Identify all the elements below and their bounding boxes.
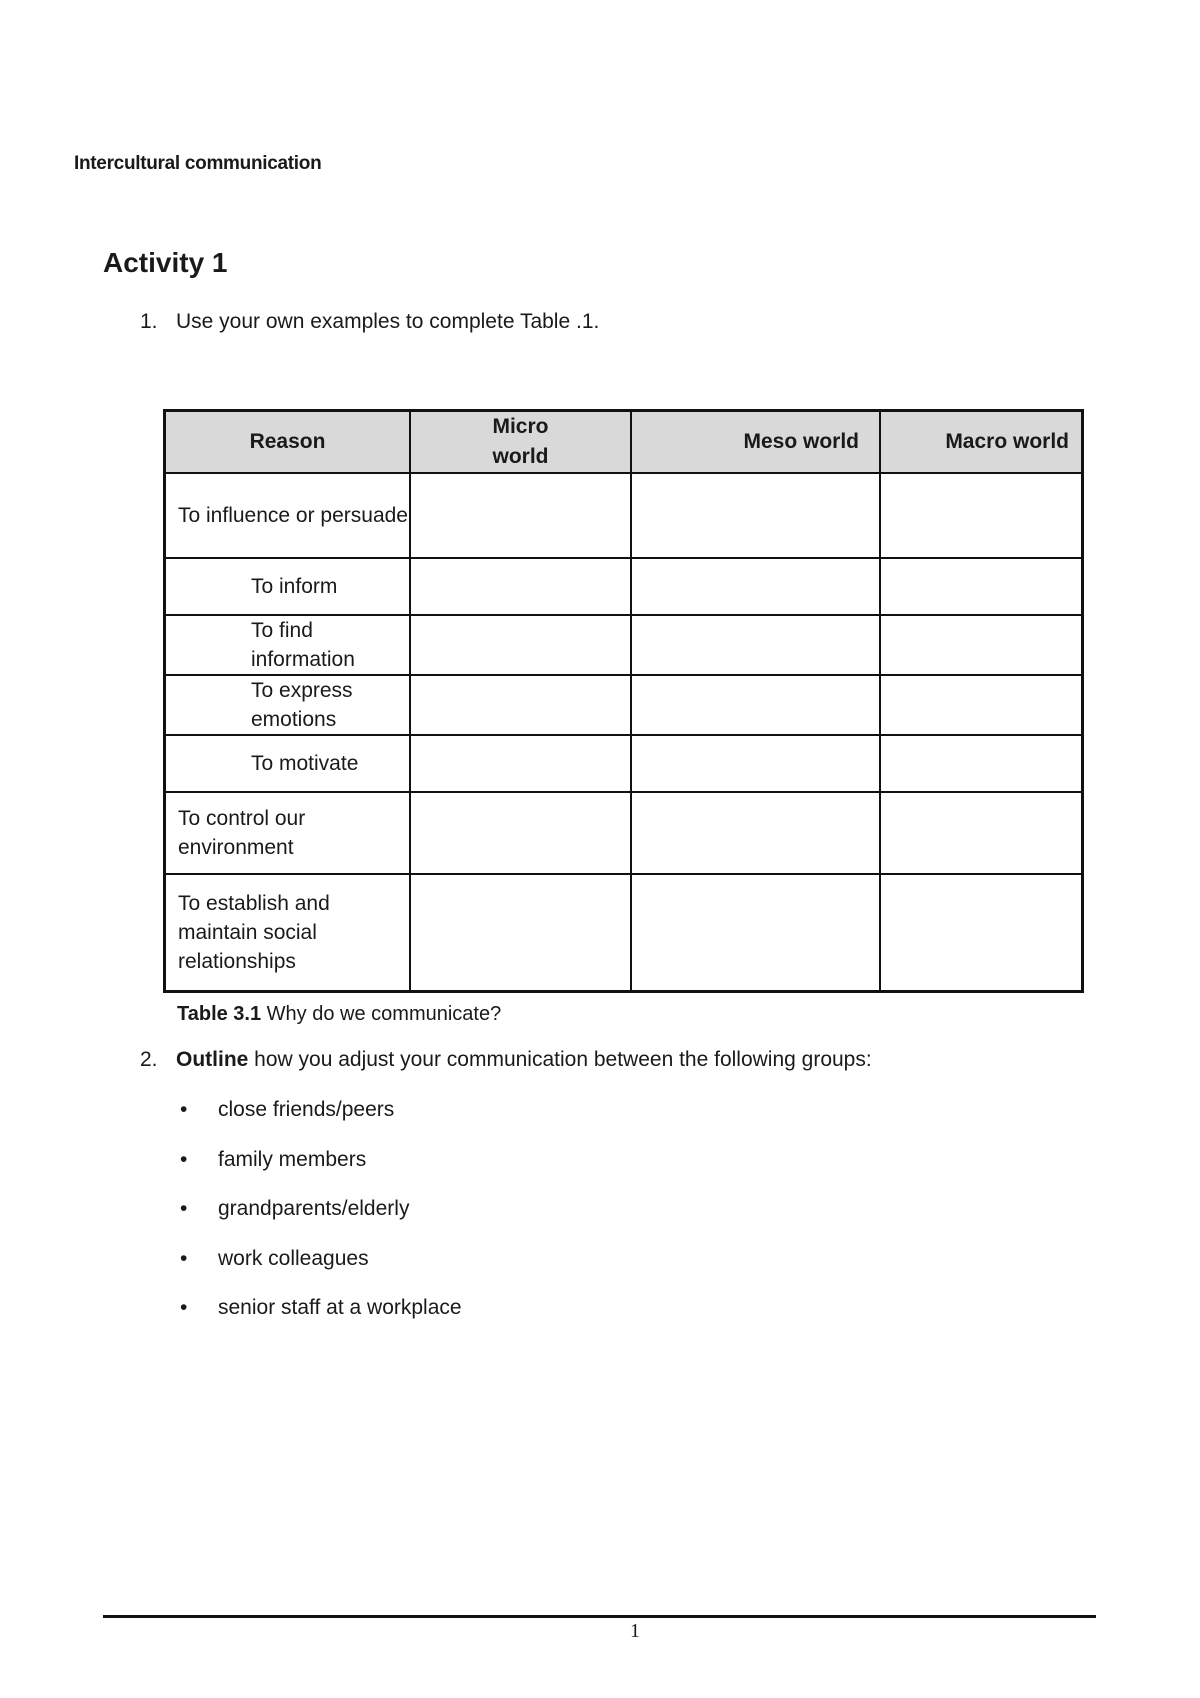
running-header: Intercultural communication bbox=[74, 153, 322, 174]
list-item-text: family members bbox=[218, 1147, 367, 1171]
bullet-icon: • bbox=[180, 1296, 188, 1320]
header-micro-world bbox=[410, 411, 631, 474]
reason-cell: To establish and maintain social relationships bbox=[165, 874, 411, 991]
table-row bbox=[165, 473, 1083, 558]
macro-cell[interactable] bbox=[880, 615, 1083, 675]
meso-cell[interactable] bbox=[631, 558, 880, 615]
macro-cell[interactable] bbox=[880, 675, 1083, 735]
question-1-text: Use your own examples to complete Table .1. bbox=[176, 310, 600, 333]
header-micro-line1: Micro bbox=[492, 415, 549, 438]
meso-cell[interactable] bbox=[631, 874, 880, 991]
meso-cell[interactable] bbox=[631, 792, 880, 874]
meso-cell[interactable] bbox=[631, 675, 880, 735]
list-item-text: close friends/peers bbox=[218, 1098, 395, 1121]
reason-cell: To influence or persuade bbox=[165, 473, 411, 558]
header-meso-world: Meso world bbox=[631, 411, 880, 474]
header-reason: Reason bbox=[165, 411, 411, 474]
micro-cell[interactable] bbox=[410, 558, 631, 615]
micro-cell[interactable] bbox=[410, 792, 631, 874]
reason-cell: To find information bbox=[165, 615, 411, 675]
bullet-icon: • bbox=[180, 1147, 188, 1171]
header-micro-line2: world bbox=[492, 445, 549, 468]
reason-cell: To motivate bbox=[165, 735, 411, 792]
question-2-bold: Outline bbox=[176, 1048, 249, 1071]
table-row bbox=[165, 558, 1083, 615]
table-row bbox=[165, 735, 1083, 792]
reason-cell: To inform bbox=[165, 558, 411, 615]
table-row bbox=[165, 675, 1083, 735]
question-2-rest: how you adjust your communication between the following groups: bbox=[248, 1048, 872, 1071]
micro-cell[interactable] bbox=[410, 735, 631, 792]
macro-cell[interactable] bbox=[880, 558, 1083, 615]
bullet-icon: • bbox=[180, 1197, 188, 1221]
table-row bbox=[165, 874, 1083, 991]
footer-rule bbox=[103, 1615, 1096, 1618]
table-caption-text: Why do we communicate? bbox=[261, 1003, 502, 1025]
activity-title: Activity 1 bbox=[103, 247, 228, 278]
list-item-text: senior staff at a workplace bbox=[218, 1296, 462, 1320]
table-header-row bbox=[165, 411, 1083, 474]
question-2-number: 2. bbox=[140, 1048, 158, 1071]
page-number: 1 bbox=[630, 1620, 640, 1642]
question-2-text bbox=[176, 1048, 872, 1072]
macro-cell[interactable] bbox=[880, 735, 1083, 792]
list-item-text: work colleagues bbox=[218, 1246, 369, 1270]
reason-cell: To control our environment bbox=[165, 792, 411, 874]
micro-cell[interactable] bbox=[410, 874, 631, 991]
table-row bbox=[165, 615, 1083, 675]
bullet-icon: • bbox=[180, 1246, 188, 1270]
macro-cell[interactable] bbox=[880, 874, 1083, 991]
communication-table bbox=[163, 409, 1084, 993]
question-1-number: 1. bbox=[140, 310, 158, 333]
micro-cell[interactable] bbox=[410, 675, 631, 735]
macro-cell[interactable] bbox=[880, 792, 1083, 874]
list-item-text: grandparents/elderly bbox=[218, 1197, 410, 1221]
meso-cell[interactable] bbox=[631, 735, 880, 792]
table-row bbox=[165, 792, 1083, 874]
micro-cell[interactable] bbox=[410, 615, 631, 675]
table-caption bbox=[177, 1003, 501, 1026]
meso-cell[interactable] bbox=[631, 615, 880, 675]
meso-cell[interactable] bbox=[631, 473, 880, 558]
table-caption-label: Table 3.1 bbox=[177, 1003, 262, 1025]
header-macro-world: Macro world bbox=[880, 411, 1083, 474]
reason-cell: To express emotions bbox=[165, 675, 411, 735]
bullet-icon: • bbox=[180, 1098, 188, 1121]
macro-cell[interactable] bbox=[880, 473, 1083, 558]
micro-cell[interactable] bbox=[410, 473, 631, 558]
